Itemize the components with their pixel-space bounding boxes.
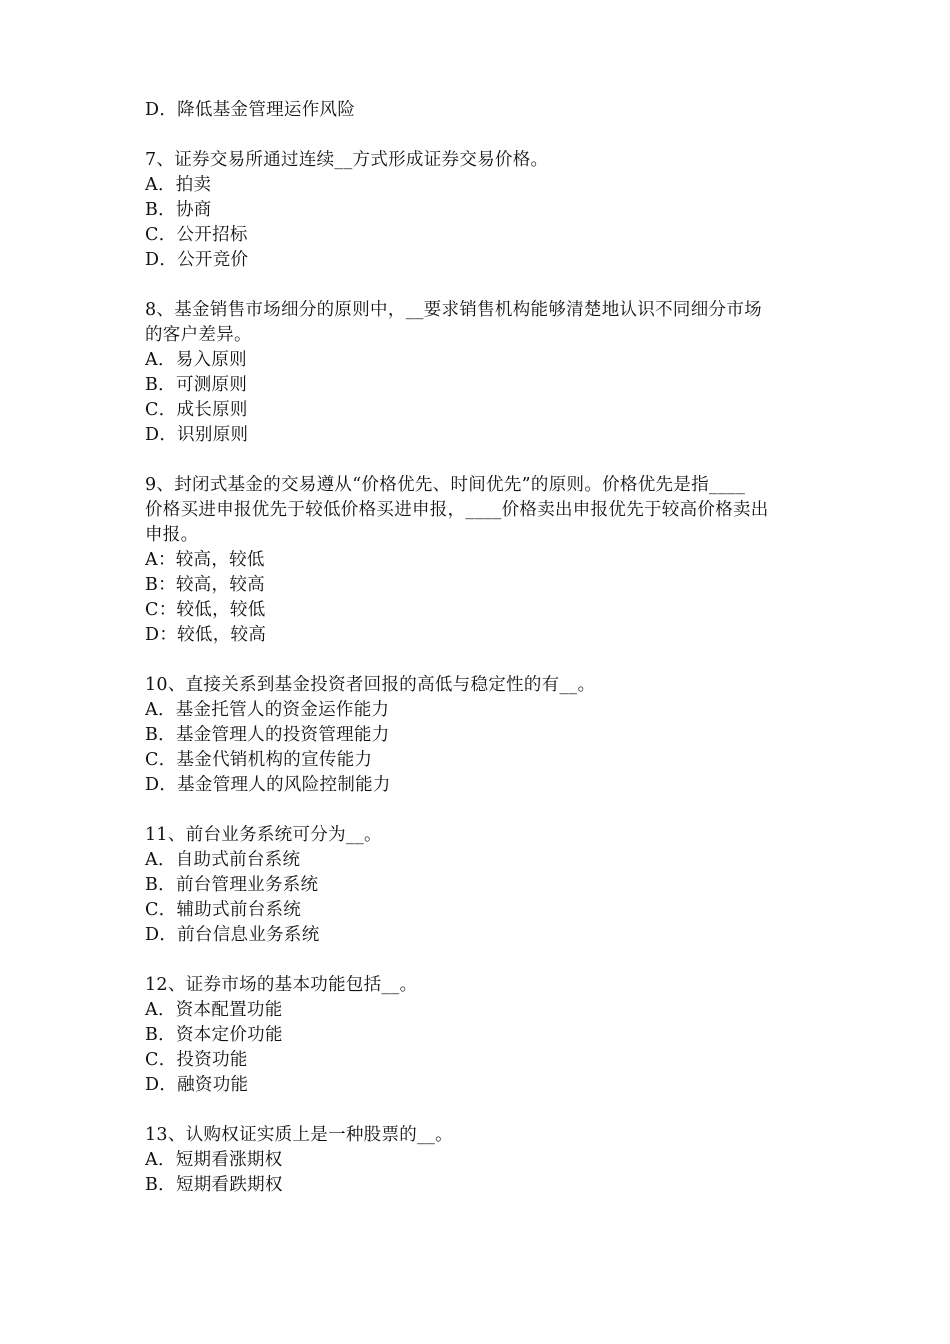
option-c: C．成长原则	[145, 400, 248, 420]
option-c: C．辅助式前台系统	[145, 900, 302, 920]
question-block-9	[145, 473, 815, 648]
question-stem: 13、认购权证实质上是一种股票的__。	[145, 1125, 453, 1145]
question-stem: 7、证券交易所通过连续__方式形成证券交易价格。	[145, 150, 549, 170]
option-b: B．可测原则	[145, 375, 248, 395]
option-b: B．资本定价功能	[145, 1025, 283, 1045]
question-stem: 11、前台业务系统可分为__。	[145, 825, 382, 845]
option-b: B．基金管理人的投资管理能力	[145, 725, 390, 745]
question-stem-continued: 价格买进申报优先于较低价格买进申报，____价格卖出申报优先于较高价格卖出	[145, 500, 769, 520]
option-d: D．融资功能	[145, 1075, 249, 1095]
document-page	[145, 98, 815, 1198]
option-b: B．协商	[145, 200, 212, 220]
question-stem-continued: 申报。	[145, 525, 199, 545]
question-stem-continued: 的客户差异。	[145, 325, 252, 345]
option-c: C．投资功能	[145, 1050, 248, 1070]
question-block-7	[145, 148, 815, 273]
option-a: A．资本配置功能	[145, 1000, 283, 1020]
question-block-12	[145, 973, 815, 1098]
question-block-6	[145, 98, 815, 123]
option-a: A．自助式前台系统	[145, 850, 301, 870]
option-b: B：较高，较高	[145, 575, 265, 595]
option-a: A．短期看涨期权	[145, 1150, 283, 1170]
question-stem: 10、直接关系到基金投资者回报的高低与稳定性的有__。	[145, 675, 596, 695]
question-stem: 9、封闭式基金的交易遵从“价格优先、时间优先”的原则。价格优先是指____	[145, 475, 746, 495]
option-b: B．短期看跌期权	[145, 1175, 283, 1195]
question-stem: 8、基金销售市场细分的原则中，__要求销售机构能够清楚地认识不同细分市场	[145, 300, 762, 320]
option-d: D．识别原则	[145, 425, 249, 445]
option-a: A．拍卖	[145, 175, 212, 195]
option-d: D．公开竞价	[145, 250, 249, 270]
question-block-10	[145, 673, 815, 798]
option-a: A．易入原则	[145, 350, 247, 370]
option-c: C．公开招标	[145, 225, 248, 245]
option-c: C．基金代销机构的宣传能力	[145, 750, 373, 770]
option-d: D．降低基金管理运作风险	[145, 100, 356, 120]
option-b: B．前台管理业务系统	[145, 875, 319, 895]
option-a: A．基金托管人的资金运作能力	[145, 700, 390, 720]
option-d: D：较低，较高	[145, 625, 267, 645]
option-d: D．基金管理人的风险控制能力	[145, 775, 391, 795]
question-stem: 12、证券市场的基本功能包括__。	[145, 975, 418, 995]
option-a: A：较高，较低	[145, 550, 265, 570]
question-block-11	[145, 823, 815, 948]
option-d: D．前台信息业务系统	[145, 925, 320, 945]
question-block-13	[145, 1123, 815, 1198]
option-c: C：较低，较低	[145, 600, 266, 620]
question-block-8	[145, 298, 815, 448]
